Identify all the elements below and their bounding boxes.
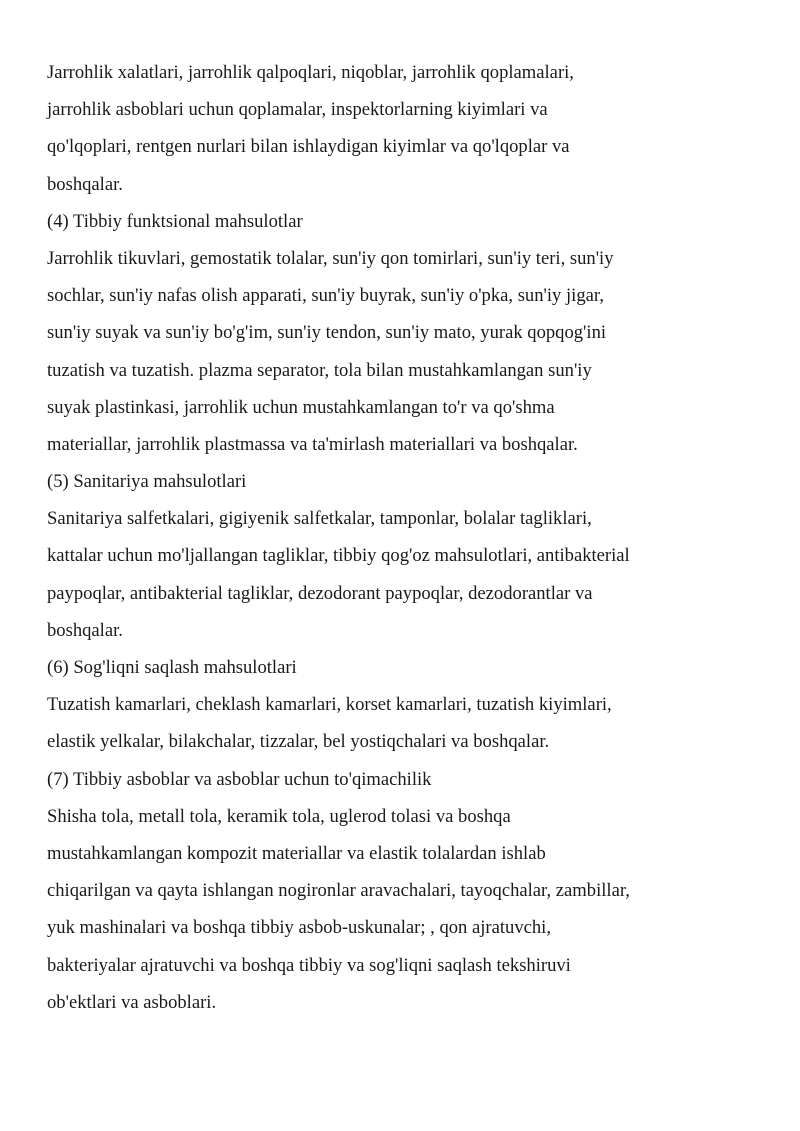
text-line: chiqarilgan va qayta ishlangan nogironlar aravachalari, tayoqchalar, zambillar, [47,880,630,902]
text-line: mustahkamlangan kompozit materiallar va elastik tolalardan ishlab [47,842,546,864]
text-line: Jarrohlik xalatlari, jarrohlik qalpoqlari, niqoblar, jarrohlik qoplamalari, [47,62,574,83]
section-heading-6: (6) Sog'liqni saqlash mahsulotlari [47,657,297,678]
document-page [47,54,747,1021]
text-line: elastik yelkalar, bilakchalar, tizzalar, bel yostiqchalari va boshqalar. [47,731,550,753]
text-line: materiallar, jarrohlik plastmassa va ta'mirlash materiallari va boshqalar. [47,433,578,455]
text-line: sochlar, sun'iy nafas olish apparati, sun'iy buyrak, sun'iy o'pka, sun'iy jigar, [47,285,604,307]
text-line: tuzatish va tuzatish. plazma separator, tola bilan mustahkamlangan sun'iy [47,359,592,381]
text-line: suyak plastinkasi, jarrohlik uchun mustahkamlangan to'r va qo'shma [47,396,555,418]
text-line: qo'lqoplari, rentgen nurlari bilan ishlaydigan kiyimlar va qo'lqoplar va [47,136,570,158]
text-line: ob'ektlari va asboblari. [47,991,217,1013]
text-line: yuk mashinalari va boshqa tibbiy asbob-uskunalar; , qon ajratuvchi, [47,917,551,939]
text-line: jarrohlik asboblari uchun qoplamalar, inspektorlarning kiyimlari va [47,99,548,121]
section-heading-7: (7) Tibbiy asboblar va asboblar uchun to'qimachilik [47,768,432,790]
text-line: Sanitariya salfetkalari, gigiyenik salfetkalar, tamponlar, bolalar tagliklari, [47,508,592,530]
text-line: boshqalar. [47,619,123,641]
text-line: boshqalar. [47,173,123,195]
text-line: sun'iy suyak va sun'iy bo'g'im, sun'iy tendon, sun'iy mato, yurak qopqog'ini [47,322,607,344]
text-line: Shisha tola, metall tola, keramik tola, uglerod tolasi va boshqa [47,805,511,827]
text-line: bakteriyalar ajratuvchi va boshqa tibbiy va sog'liqni saqlash tekshiruvi [47,954,571,976]
text-line: paypoqlar, antibakterial tagliklar, dezodorant paypoqlar, dezodorantlar va [47,582,593,604]
section-heading-4: (4) Tibbiy funktsional mahsulotlar [47,210,303,232]
text-line: Jarrohlik tikuvlari, gemostatik tolalar, sun'iy qon tomirlari, sun'iy teri, sun'iy [47,247,614,269]
text-line: kattalar uchun mo'ljallangan tagliklar, tibbiy qog'oz mahsulotlari, antibakterial [47,545,630,567]
section-heading-5: (5) Sanitariya mahsulotlari [47,471,247,493]
text-line: Tuzatish kamarlari, cheklash kamarlari, korset kamarlari, tuzatish kiyimlari, [47,694,612,716]
